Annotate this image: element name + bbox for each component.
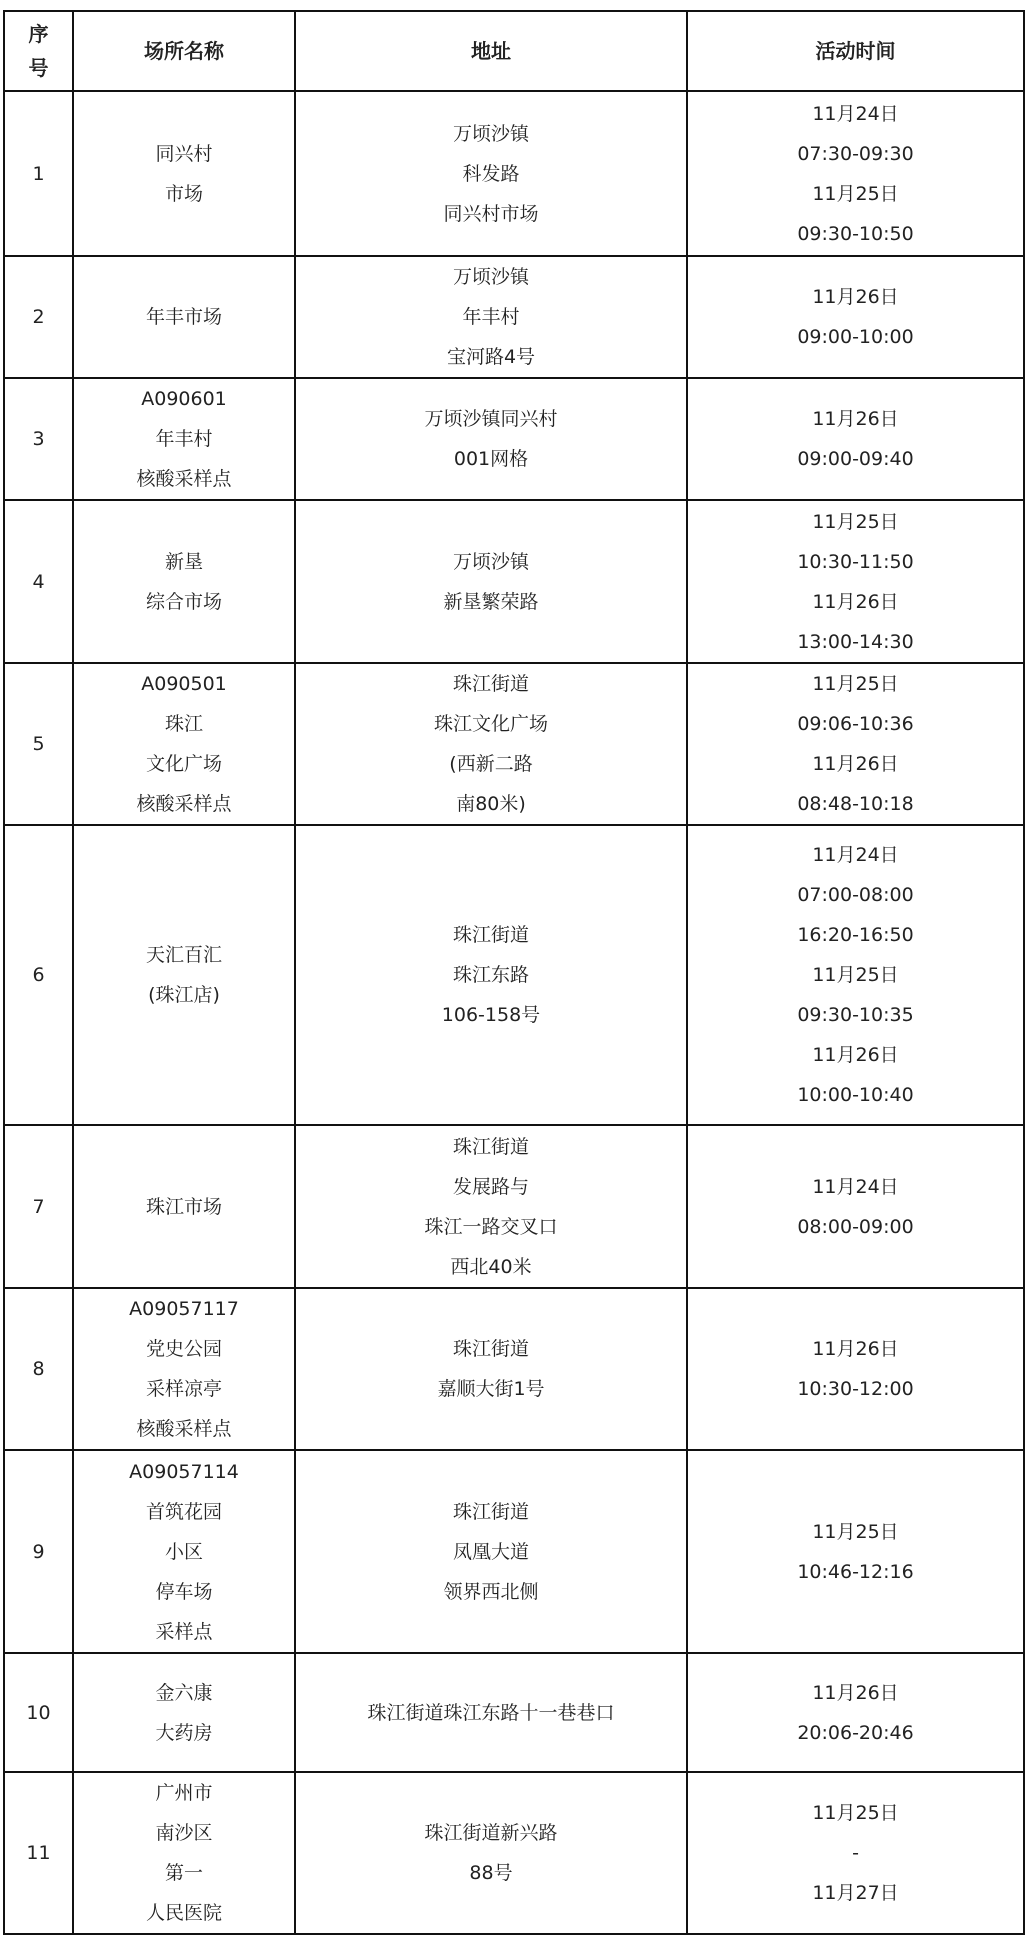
venue-address-line: 同兴村市场	[443, 202, 539, 225]
venue-name-line: 核酸采样点	[136, 1418, 232, 1440]
venue-name-line: 金六康	[155, 1681, 213, 1704]
venue-name-line: A09057117	[129, 1298, 239, 1320]
activity-time-line: 10:46-12:16	[797, 1560, 914, 1583]
venue-name-line: 天汇百汇	[145, 944, 222, 966]
table-row	[4, 500, 1024, 663]
venue-address	[295, 500, 687, 663]
table-row	[4, 91, 1024, 256]
activity-time-line: 10:30-11:50	[797, 550, 914, 573]
activity-time-line: 07:30-09:30	[797, 142, 914, 165]
venue-name	[73, 1125, 295, 1288]
activity-time-line: 13:00-14:30	[797, 630, 914, 653]
venue-name	[73, 1450, 295, 1653]
venue-name-line: 党史公园	[145, 1338, 222, 1360]
activity-time-line: 08:00-09:00	[797, 1215, 914, 1238]
activity-time-line: 11月26日	[812, 286, 899, 308]
venue-name	[73, 1772, 295, 1934]
row-number: 7	[4, 1125, 73, 1288]
row-number: 9	[4, 1450, 73, 1653]
activity-time-line: 09:00-09:40	[797, 448, 914, 470]
venue-name	[73, 1288, 295, 1450]
table-row	[4, 1288, 1024, 1450]
activity-time	[687, 1653, 1024, 1772]
activity-time-line: 09:06-10:36	[797, 713, 914, 735]
activity-time-line: 11月25日	[812, 182, 899, 205]
activity-time-line: 11月25日	[812, 964, 899, 986]
activity-time-line: 11月26日	[812, 1338, 899, 1360]
header-address: 地址	[295, 11, 687, 91]
venue-name-line: 核酸采样点	[136, 468, 232, 490]
table-row	[4, 663, 1024, 825]
table-row	[4, 256, 1024, 378]
activity-time-line: 08:48-10:18	[797, 793, 914, 815]
venue-address	[295, 1288, 687, 1450]
activity-time-line: 09:30-10:35	[797, 1004, 914, 1026]
venue-name-line: 首筑花园	[145, 1500, 222, 1523]
venue-address-line: 珠江街道新兴路	[424, 1822, 558, 1844]
venue-name-line: 综合市场	[145, 590, 222, 613]
venue-address-line: 南80米)	[456, 793, 526, 815]
venue-name-line: 核酸采样点	[136, 793, 232, 815]
row-number: 8	[4, 1288, 73, 1450]
venue-address-line: 嘉顺大街1号	[437, 1378, 545, 1400]
activity-time-line: 09:00-10:00	[797, 326, 914, 348]
venue-name	[73, 1653, 295, 1772]
activity-time	[687, 825, 1024, 1125]
row-number: 4	[4, 500, 73, 663]
venue-name-line: 南沙区	[155, 1822, 213, 1844]
venue-name-line: 珠江	[164, 713, 203, 735]
venue-address	[295, 378, 687, 500]
venue-address-line: 发展路与	[452, 1175, 529, 1198]
venue-name-line: 采样点	[155, 1620, 213, 1643]
activity-time	[687, 663, 1024, 825]
row-number: 1	[4, 91, 73, 256]
header-name: 场所名称	[73, 11, 295, 91]
venue-name-line: 小区	[164, 1540, 203, 1563]
venue-address	[295, 1450, 687, 1653]
venue-name-line: 文化广场	[145, 753, 222, 775]
activity-time-line: 11月25日	[812, 673, 899, 695]
activity-time-line: 11月27日	[812, 1882, 899, 1904]
row-number: 3	[4, 378, 73, 500]
venue-address	[295, 256, 687, 378]
activity-time-line: 11月24日	[812, 102, 899, 125]
table-row	[4, 1772, 1024, 1934]
venue-address	[295, 1653, 687, 1772]
activity-time-line: 20:06-20:46	[797, 1721, 914, 1744]
activity-time-line: 11月24日	[812, 844, 899, 866]
venue-address-line: 新垦繁荣路	[443, 590, 539, 613]
row-number: 11	[4, 1772, 73, 1934]
venue-address	[295, 825, 687, 1125]
venue-name	[73, 825, 295, 1125]
activity-time-line: 11月26日	[812, 590, 899, 613]
venue-address	[295, 91, 687, 256]
venue-name-line: 同兴村	[155, 142, 213, 165]
venue-name-line: 大药房	[155, 1721, 213, 1744]
activity-time	[687, 256, 1024, 378]
venue-name-line: 市场	[164, 182, 203, 205]
table-row	[4, 1450, 1024, 1653]
activity-time	[687, 91, 1024, 256]
venue-name-line: A090601	[141, 388, 227, 410]
venue-name	[73, 663, 295, 825]
activity-time-line: 11月26日	[812, 1681, 899, 1704]
activity-time	[687, 1288, 1024, 1450]
activity-time-line: 10:30-12:00	[797, 1378, 914, 1400]
venue-name-line: 珠江市场	[145, 1195, 222, 1218]
venue-address-line: 88号	[469, 1862, 513, 1884]
venue-address-line: (西新二路	[449, 753, 533, 775]
activity-time-line: 11月25日	[812, 1520, 899, 1543]
activity-time	[687, 500, 1024, 663]
venue-name	[73, 91, 295, 256]
venue-name-line: 人民医院	[145, 1902, 222, 1924]
activity-time	[687, 1772, 1024, 1934]
activity-time	[687, 378, 1024, 500]
venue-name	[73, 378, 295, 500]
venue-address-line: 珠江街道珠江东路十一巷巷口	[367, 1701, 615, 1724]
row-number: 10	[4, 1653, 73, 1772]
activity-time-line: 11月25日	[812, 1802, 899, 1824]
venue-name-line: 年丰市场	[145, 306, 222, 328]
activity-time-line: 16:20-16:50	[797, 924, 914, 946]
venue-address-line: 宝河路4号	[446, 346, 536, 368]
venue-address-line: 领界西北侧	[443, 1580, 539, 1603]
venue-address	[295, 1125, 687, 1288]
venue-address-line: 珠江街道	[452, 673, 529, 695]
venue-address-line: 珠江东路	[452, 964, 529, 986]
venue-name-line: A09057114	[129, 1460, 239, 1483]
venue-address-line: 珠江街道	[452, 1500, 529, 1523]
venue-name	[73, 500, 295, 663]
activity-time-line: 09:30-10:50	[797, 222, 914, 245]
venue-address-line: 万顷沙镇同兴村	[424, 408, 558, 430]
venue-address-line: 001网格	[453, 448, 529, 470]
activity-time-line: 11月26日	[812, 753, 899, 775]
activity-time-line: 11月26日	[812, 1044, 899, 1066]
table-row	[4, 825, 1024, 1125]
venue-address-line: 凤凰大道	[452, 1540, 529, 1563]
table-row	[4, 1125, 1024, 1288]
venue-name-line: A090501	[141, 673, 227, 695]
header-no: 序 号	[4, 11, 73, 91]
venue-name-line: 年丰村	[155, 428, 213, 450]
venue-name-line: 采样凉亭	[145, 1378, 222, 1400]
venue-address-line: 珠江街道	[452, 1135, 529, 1158]
venue-address-line: 万顷沙镇	[452, 266, 529, 288]
activity-time-line: 07:00-08:00	[797, 884, 914, 906]
table-row	[4, 1653, 1024, 1772]
venue-name-line: 第一	[164, 1862, 203, 1884]
venue-address-line: 106-158号	[441, 1004, 541, 1026]
venue-address	[295, 663, 687, 825]
activity-time-line: -	[852, 1842, 859, 1864]
venue-address-line: 珠江街道	[452, 924, 529, 946]
activity-time	[687, 1450, 1024, 1653]
venue-name	[73, 256, 295, 378]
venue-name-line: (珠江店)	[148, 984, 220, 1006]
row-number: 6	[4, 825, 73, 1125]
row-number: 2	[4, 256, 73, 378]
venue-address-line: 珠江文化广场	[433, 713, 548, 735]
venue-name-line: 新垦	[164, 550, 203, 573]
venue-name-line: 广州市	[155, 1782, 213, 1804]
venue-address	[295, 1772, 687, 1934]
venue-address-line: 珠江一路交叉口	[424, 1215, 558, 1238]
table-row	[4, 378, 1024, 500]
header-time: 活动时间	[687, 11, 1024, 91]
venue-table	[3, 10, 1025, 1935]
activity-time	[687, 1125, 1024, 1288]
venue-address-line: 科发路	[462, 162, 520, 185]
header-row	[4, 11, 1024, 91]
venue-address-line: 珠江街道	[452, 1338, 529, 1360]
venue-address-line: 万顷沙镇	[452, 122, 529, 145]
activity-time-line: 10:00-10:40	[797, 1084, 914, 1106]
activity-time-line: 11月24日	[812, 1175, 899, 1198]
venue-name-line: 停车场	[155, 1580, 213, 1603]
row-number: 5	[4, 663, 73, 825]
activity-time-line: 11月25日	[812, 510, 899, 533]
venue-address-line: 年丰村	[462, 306, 520, 328]
activity-time-line: 11月26日	[812, 408, 899, 430]
venue-address-line: 西北40米	[450, 1255, 532, 1278]
venue-address-line: 万顷沙镇	[452, 550, 529, 573]
